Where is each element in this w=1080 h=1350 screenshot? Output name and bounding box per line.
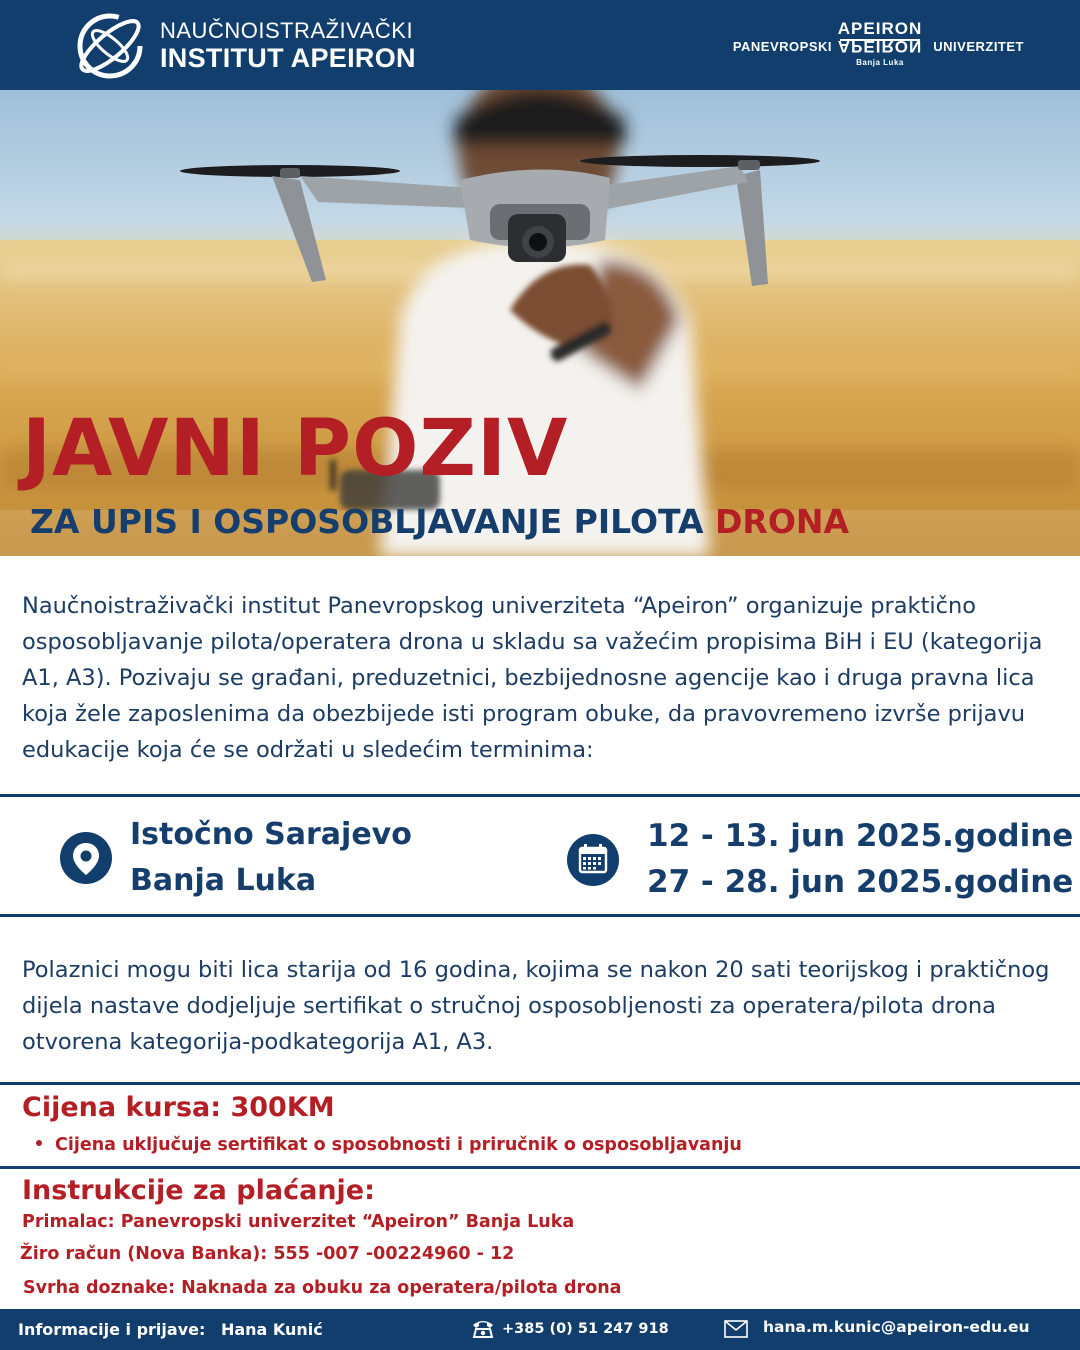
university-wordmark <box>836 20 924 67</box>
subtitle-blue: ZA UPIS I OSPOSOBLJAVANJE PILOTA <box>30 502 704 541</box>
footer-info <box>18 1320 323 1339</box>
date-2: 27 - 28. jun 2025.godine <box>647 864 1074 900</box>
envelope-icon <box>724 1320 748 1338</box>
footer-email[interactable]: hana.m.kunic@apeiron-edu.eu <box>763 1318 1030 1336</box>
university-left-word: PANEVROPSKI <box>732 39 832 54</box>
footer-contact-name: Hana Kunić <box>220 1320 323 1339</box>
page-title: JAVNI POZIV <box>22 404 569 494</box>
institute-name-line2: INSTITUT APEIRON <box>160 43 416 73</box>
university-wordmark-top: APEIRON <box>837 19 923 38</box>
footer-phone[interactable]: +385 (0) 51 247 918 <box>502 1321 669 1337</box>
page-subtitle <box>30 502 850 541</box>
date-1: 12 - 13. jun 2025.godine <box>647 818 1074 854</box>
payment-recipient: Primalac: Panevropski univerzitet “Apeiron” Banja Luka <box>22 1212 575 1232</box>
institute-logo-icon <box>70 6 150 86</box>
subtitle-red: DRONA <box>715 502 850 541</box>
institute-name-line1: NAUČNOISTRAŽIVAČKI <box>160 18 414 43</box>
payment-account: Žiro račun (Nova Banka): 555 -007 -00224960 - 12 <box>20 1244 515 1264</box>
institute-name <box>160 20 416 72</box>
location-1: Istočno Sarajevo <box>130 817 412 852</box>
schedule-calendar-icon-wrap <box>567 834 619 886</box>
footer-bar <box>0 1309 1080 1350</box>
university-city: Banja Luka <box>856 58 904 67</box>
divider <box>0 794 1080 797</box>
schedule-dates <box>647 813 1073 905</box>
divider <box>0 914 1080 917</box>
university-right-word: UNIVERZITET <box>933 39 1024 54</box>
requirements-paragraph: Polaznici mogu biti lica starija od 16 godina, kojima se nakon 20 sati teorijskog i praktičnog dijela nastave dodjeljuje sertifikat o stručnoj osposobljenosti za operatera/pilota drona otvorena kategorija-podkategorija A1, A3. <box>22 957 1050 1055</box>
intro-paragraph: Naučnoistraživački institut Panevropskog univerziteta “Apeiron” organizuje praktično osposobljavanje pilota/operatera drona u skladu sa važećim propisima BiH i EU (kategorija A1, A3). Pozivaju se građani, preduzetnici, bezbijednosne agencije kao i druga pravna lica koja žele zaposlenima da obezbijede isti program obuke, da pravovremeno izvrše prijavu edukacije koja će se održati u sledećim terminima: <box>22 593 1043 763</box>
header-bar <box>0 0 1080 90</box>
phone-icon <box>471 1318 495 1338</box>
location-2: Banja Luka <box>130 863 317 898</box>
price-bullet: Cijena uključuje sertifikat o sposobnosti i priručnik o osposobljavanju <box>36 1135 742 1155</box>
university-wordmark-mirror: APEIRON <box>837 37 923 56</box>
schedule-locations <box>130 812 412 904</box>
divider <box>0 1166 1080 1169</box>
payment-heading: Instrukcije za plaćanje: <box>22 1175 375 1206</box>
divider <box>0 1082 1080 1085</box>
schedule-location-icon-wrap <box>60 832 112 884</box>
payment-purpose: Svrha doznake: Naknada za obuku za operatera/pilota drona <box>23 1278 622 1298</box>
calendar-icon <box>567 834 619 886</box>
footer-info-label: Informacije i prijave: <box>18 1320 206 1339</box>
price-heading: Cijena kursa: 300KM <box>22 1092 335 1123</box>
map-pin-icon <box>60 832 112 884</box>
